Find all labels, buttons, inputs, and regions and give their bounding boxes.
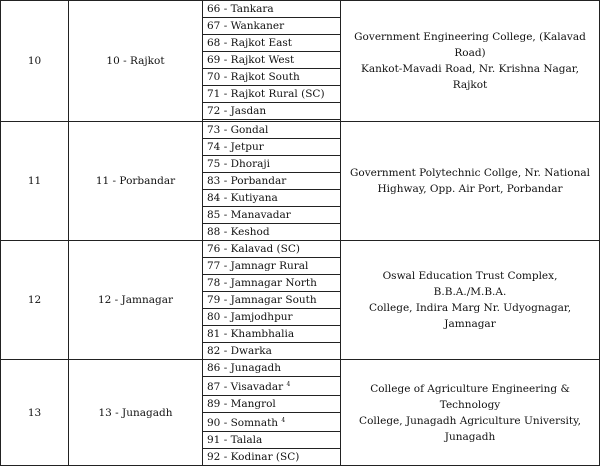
constituency-cell: 89 - Mangrol [203, 396, 341, 413]
footnote-marker: 4 [286, 381, 291, 388]
venue-cell [341, 122, 600, 241]
venue-line: College, Junagadh Agriculture University, [359, 414, 581, 427]
constituency-cell: 77 - Jamnagr Rural [203, 258, 341, 275]
serial-number: 11 [1, 122, 69, 241]
constituency-cell: 70 - Rajkot South [203, 69, 341, 86]
district-name: 10 - Rajkot [69, 1, 203, 122]
footnote-marker: 4 [281, 417, 286, 424]
constituency-cell: 68 - Rajkot East [203, 35, 341, 52]
constituency-cell: 78 - Jamnagar North [203, 275, 341, 292]
venue-line: College, Indira Marg Nr. Udyognagar, Jamnagar [368, 302, 572, 330]
constituency-cell: 69 - Rajkot West [203, 52, 341, 69]
constituency-cell: 91 - Talala [203, 432, 341, 449]
venue-line: Highway, Opp. Air Port, Porbandar [377, 183, 563, 195]
constituency-cell: 67 - Wankaner [203, 18, 341, 35]
venue-line: Government Engineering College, (Kalavad Road) [354, 31, 586, 59]
district-name: 11 - Porbandar [69, 122, 203, 241]
table-row [1, 360, 600, 377]
serial-number: 12 [1, 241, 69, 360]
constituency-cell: 73 - Gondal [203, 122, 341, 139]
district-name: 13 - Junagadh [69, 360, 203, 466]
constituency-cell: 92 - Kodinar (SC) [203, 449, 341, 466]
constituency-cell: 88 - Keshod [203, 224, 341, 241]
constituency-cell: 66 - Tankara [203, 1, 341, 18]
constituency-cell [203, 377, 341, 396]
venue-line: Oswal Education Trust Complex, B.B.A./M.B.A. [382, 270, 558, 298]
constituency-cell: 80 - Jamjodhpur [203, 309, 341, 326]
constituency-cell: 71 - Rajkot Rural (SC) [203, 86, 341, 103]
constituency-cell: 79 - Jamnagar South [203, 292, 341, 309]
constituency-label: 90 - Somnath [207, 417, 279, 429]
table-row [1, 241, 600, 258]
constituency-cell: 85 - Manavadar [203, 207, 341, 224]
constituency-cell: 86 - Junagadh [203, 360, 341, 377]
venue-line: College of Agriculture Engineering & Technology [370, 382, 570, 411]
venue-line: Government Polytechnic Collge, Nr. National [350, 167, 590, 179]
constituency-cell: 81 - Khambhalia [203, 326, 341, 343]
venue-cell [341, 241, 600, 360]
constituency-cell: 72 - Jasdan [203, 103, 341, 120]
venue-line: Kankot-Mavadi Road, Nr. Krishna Nagar, Rajkot [361, 63, 579, 91]
table-row [1, 1, 600, 18]
constituency-cell: 74 - Jetpur [203, 139, 341, 156]
table-row [1, 122, 600, 139]
constituency-cell: 75 - Dhoraji [203, 156, 341, 173]
constituency-cell: 84 - Kutiyana [203, 190, 341, 207]
constituency-cell [203, 413, 341, 432]
venue-line: Junagadh [444, 430, 496, 443]
constituency-label: 87 - Visavadar [207, 381, 284, 393]
constituency-cell: 82 - Dwarka [203, 343, 341, 360]
serial-number: 10 [1, 1, 69, 122]
venue-cell [341, 1, 600, 122]
constituency-cell: 83 - Porbandar [203, 173, 341, 190]
district-name: 12 - Jamnagar [69, 241, 203, 360]
serial-number: 13 [1, 360, 69, 466]
constituency-cell: 76 - Kalavad (SC) [203, 241, 341, 258]
